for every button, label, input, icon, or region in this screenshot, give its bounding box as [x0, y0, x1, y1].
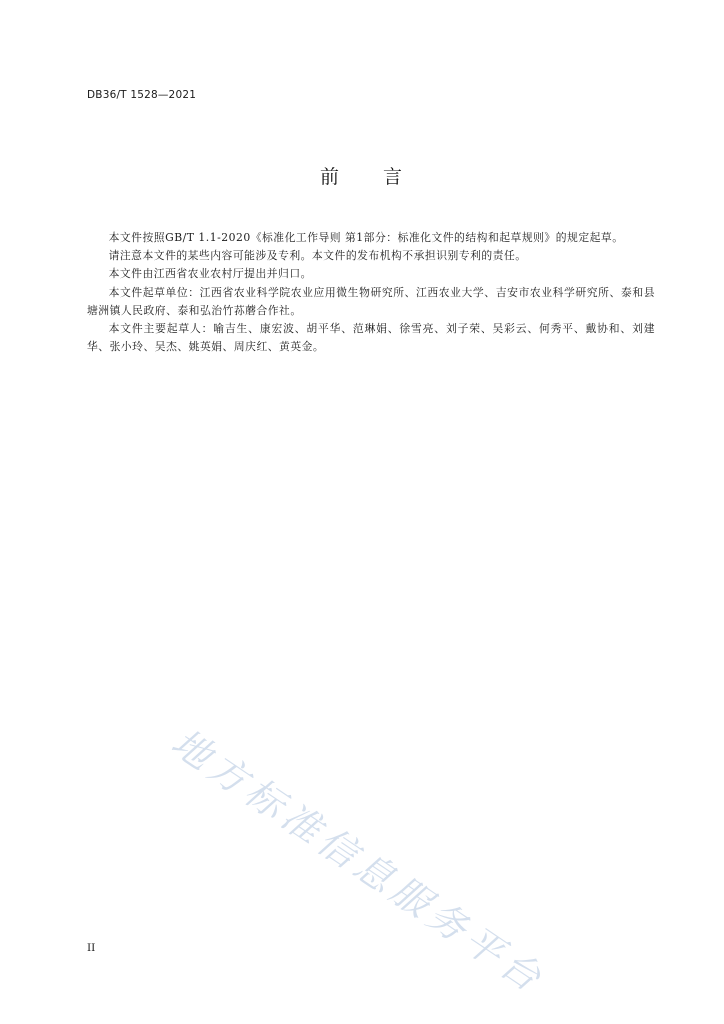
foreword-body: [87, 229, 655, 356]
standard-number: DB36/T 1528—2021: [87, 89, 197, 101]
paragraph-drafting-rules: 本文件按照GB/T 1.1-2020《标准化工作导则 第1部分：标准化文件的结构和起草规则》的规定起草。: [108, 231, 624, 244]
watermark: 地方标准信息服务平台: [163, 720, 554, 1003]
paragraph-drafting-units: 本文件起草单位：江西省农业科学院农业应用微生物研究所、江西农业大学、吉安市农业科学研究所、泰和县塘洲镇人民政府、泰和弘治竹荪蘑合作社。: [87, 285, 655, 317]
page-title: 前 言: [319, 166, 404, 188]
paragraph-patent-notice: 请注意本文件的某些内容可能涉及专利。本文件的发布机构不承担识别专利的责任。: [108, 249, 527, 263]
page-number: II: [87, 942, 96, 954]
paragraph-drafters: 本文件主要起草人：喻吉生、康宏波、胡平华、范琳娟、徐雪亮、刘子荣、吴彩云、何秀平、戴协和、刘建华、张小玲、吴杰、姚英娟、周庆红、黄英金。: [87, 322, 655, 354]
paragraph-proposer: 本文件由江西省农业农村厅提出并归口。: [108, 267, 312, 281]
